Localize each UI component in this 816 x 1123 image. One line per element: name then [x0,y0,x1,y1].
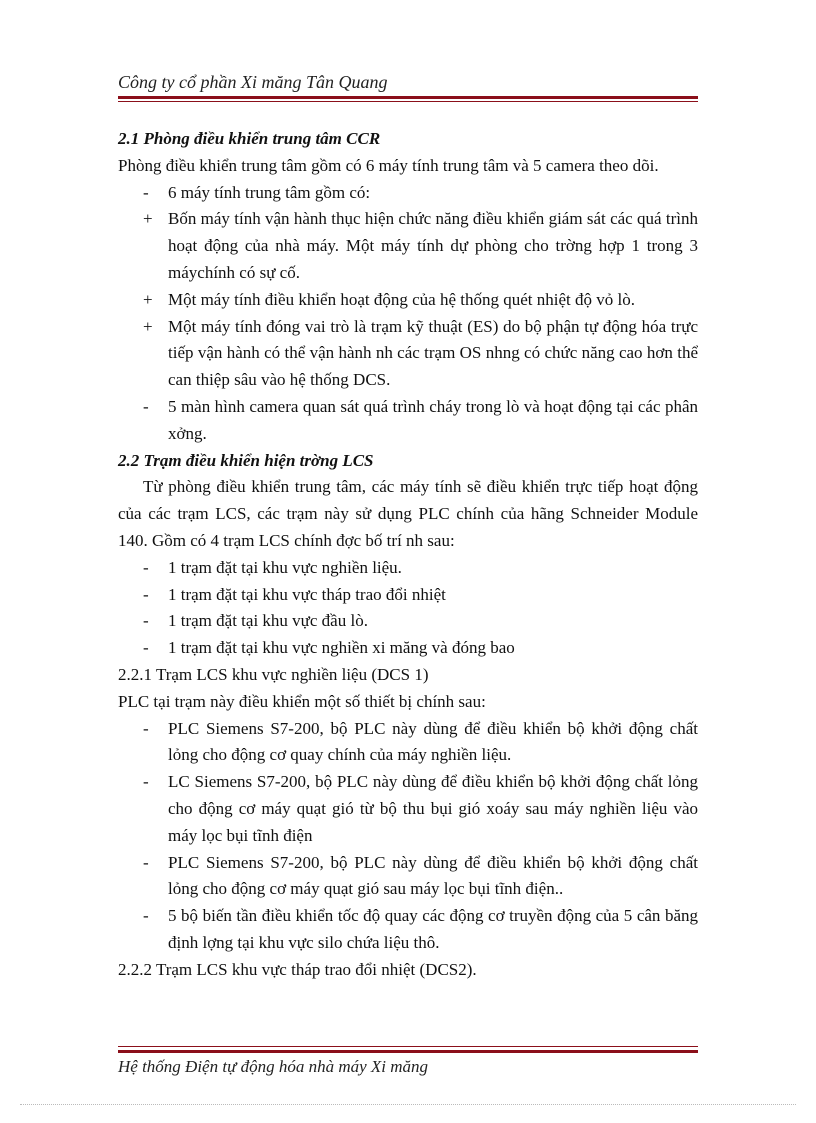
list-marker: - [143,638,149,658]
list-item-text: 1 trạm đặt tại khu vực đầu lò. [168,611,368,631]
footer-rule-thin [118,1046,698,1047]
list-item-text: 5 bộ biến tần điều khiển tốc độ quay các động cơ truyền động của 5 cân băng định lợng tại khu vực silo chứa liệu thô. [168,906,698,952]
section-2-2-2-heading: 2.2.2 Trạm LCS khu vực tháp trao đổi nhiệt (DCS2). [118,959,477,979]
page-header: Công ty cổ phần Xi măng Tân Quang [118,72,388,92]
list-marker: - [143,557,149,577]
list-item-text: Một máy tính đóng vai trò là trạm kỹ thuật (ES) do bộ phận tự động hóa trực tiếp vận hành có thể vận hành nh các trạm OS nhng có chức năng cao hơn thể can thiệp sâu vào hệ thống DCS. [168,316,698,390]
list-item [118,635,698,662]
list-item-text: Bốn máy tính vận hành thục hiện chức năng điều khiển giám sát các quá trình hoạt động của nhà máy. Một máy tính dự phòng cho trờng hợp 1 trong 3 máychính có sự cố. [168,209,698,282]
list-item [118,394,698,448]
section-2-1-intro: Phòng điều khiển trung tâm gồm có 6 máy tính trung tâm và 5 camera theo dõi. [118,155,659,175]
header-rule-thick [118,96,698,99]
footer-rule-thick [118,1050,698,1053]
list-item [118,206,698,286]
list-marker: - [143,852,149,872]
header-rule-thin [118,101,698,102]
list-item [118,555,698,582]
list-item [118,769,698,849]
list-item-text: 1 trạm đặt tại khu vực nghiền xi măng và đóng bao [168,638,515,658]
list-item [118,314,698,394]
list-marker: - [143,396,149,416]
list-item [118,582,698,609]
list-marker: - [143,584,149,604]
list-marker: - [143,718,149,738]
list-item [118,716,698,770]
list-item-text: 6 máy tính trung tâm gồm có: [168,182,371,202]
list-marker: + [143,316,153,336]
list-item [118,903,698,957]
list-item-text: PLC Siemens S7-200, bộ PLC này dùng để điều khiển bộ khởi động chất lỏng cho động cơ máy quạt gió sau máy lọc bụi tĩnh điện.. [168,852,698,899]
list-item [118,180,698,207]
section-2-1-heading: 2.1 Phòng điều khiển trung tâm CCR [118,129,381,148]
page-footer: Hệ thống Điện tự động hóa nhà máy Xi măng [118,1057,429,1076]
list-item [118,287,698,314]
list-marker: - [143,611,149,631]
list-item-text: 1 trạm đặt tại khu vực tháp trao đổi nhiệt [168,584,446,604]
list-item-text: 5 màn hình camera quan sát quá trình cháy trong lò và hoạt động tại các phân xởng. [168,396,698,443]
list-marker: - [143,182,149,202]
section-2-2-intro: Từ phòng điều khiển trung tâm, các máy tính sẽ điều khiển trực tiếp hoạt động của các trạm LCS, các trạm này sử dụng PLC chính của hãng Schneider Module 140. Gồm có 4 trạm LCS chính đợc bố trí nh sau: [118,477,698,550]
page-edge-divider [20,1104,796,1105]
section-2-2-heading: 2.2 Trạm điều khiển hiện trờng LCS [118,450,374,470]
list-marker: - [143,906,149,926]
list-item [118,850,698,904]
list-marker: + [143,289,153,309]
list-item-text: PLC Siemens S7-200, bộ PLC này dùng để điều khiển bộ khởi động chất lỏng cho động cơ quay chính của máy nghiền liệu. [168,718,698,765]
list-item-text: LC Siemens S7-200, bộ PLC này dùng để điều khiển bộ khởi động chất lỏng cho động cơ máy quạt gió từ bộ thu bụi gió xoáy sau máy nghiền liệu vào máy lọc bụi tĩnh điện [168,772,698,845]
list-item [118,608,698,635]
list-marker: - [143,772,149,792]
list-item-text: 1 trạm đặt tại khu vực nghiền liệu. [168,557,402,577]
document-body [118,126,698,984]
list-item-text: Một máy tính điều khiển hoạt động của hệ thống quét nhiệt độ vỏ lò. [168,289,635,309]
list-marker: + [143,209,153,229]
section-2-2-1-intro: PLC tại trạm này điều khiển một số thiết bị chính sau: [118,691,486,711]
section-2-2-1-heading: 2.2.1 Trạm LCS khu vực nghiền liệu (DCS 1) [118,664,429,684]
